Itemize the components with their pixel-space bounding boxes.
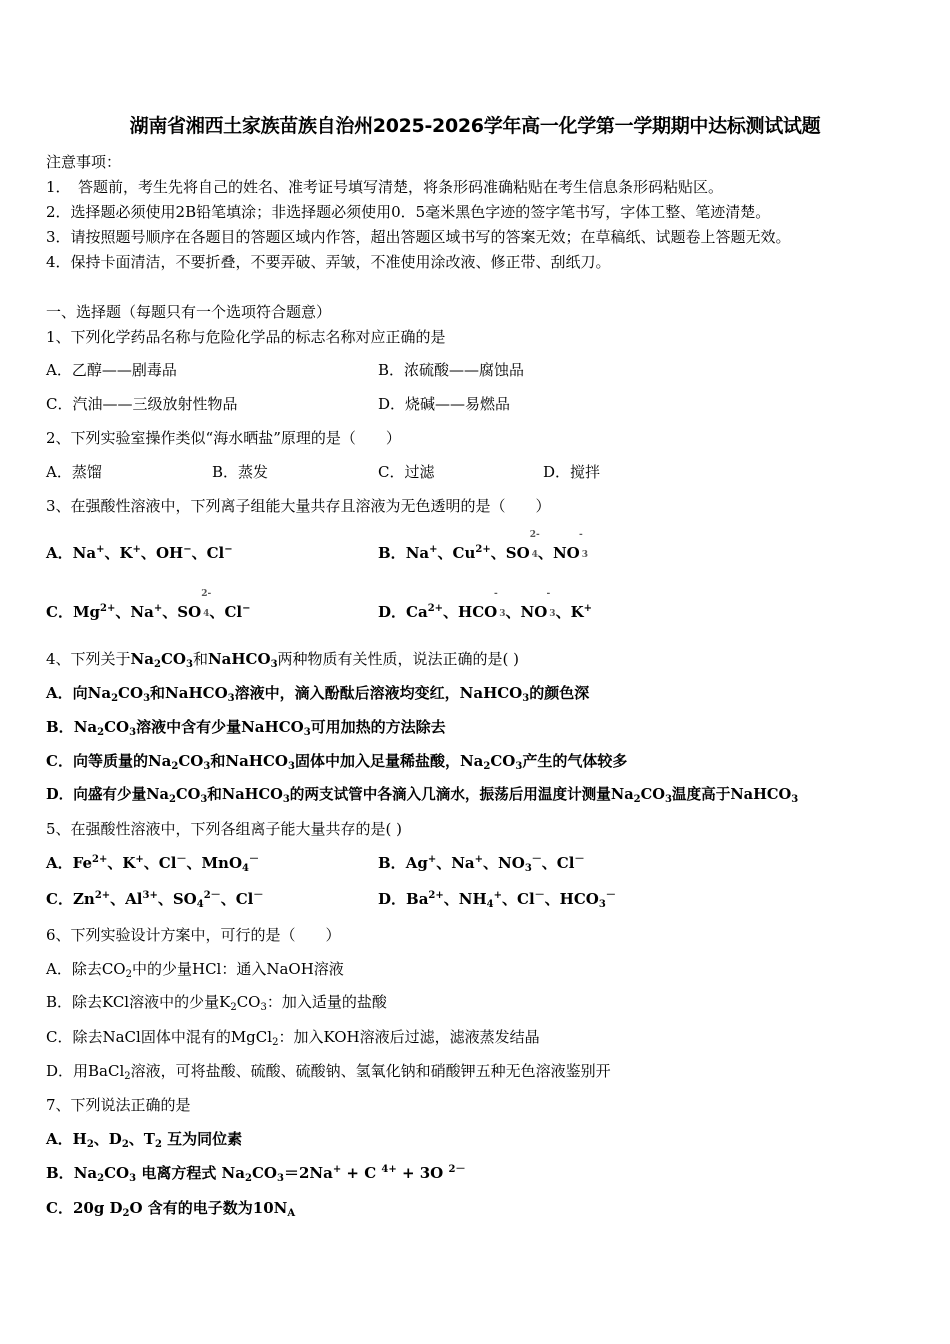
q6-option-d[interactable]: D．用BaCl$_2$溶液，可将盐酸、硫酸、硫酸钠、氢氧化钠和硝酸钾五种无色溶液鉴别开 — [46, 1062, 611, 1082]
notice-item: 1． 答题前，考生先将自己的姓名、准考证号填写清楚，将条形码准确粘贴在考生信息条形码粘贴区。 — [46, 178, 724, 196]
q5-option-a[interactable]: A．$Fe^{2+}$、K+、Cl－、MnO$_4$－ — [46, 854, 259, 874]
notice-item: 2．选择题必须使用2B铅笔填涂；非选择题必须使用0．5毫米黑色字迹的签字笔书写，字体工整、笔迹清楚。 — [46, 203, 771, 221]
q2-option-c[interactable]: C．过滤 — [378, 463, 435, 481]
q5-option-d[interactable]: D．$Ba^{2+}$、$NH_4^+$、Cl－、$HCO_3^-$ — [378, 890, 616, 910]
question-7-stem: 7、下列说法正确的是 — [46, 1096, 191, 1114]
q4-option-b[interactable]: B．$Na_2CO_3$溶液中含有少量NaHCO$_3$可用加热的方法除去 — [46, 718, 446, 738]
page-title: 湖南省湘西土家族苗族自治州2025-2026学年高一化学第一学期期中达标测试试题 — [129, 115, 821, 137]
q7-option-b[interactable]: B．$Na_2CO_3$ 电离方程式 $Na_2CO_3=2Na^+ + C$ $^{4+}$ + 3O $^{2-}$ — [46, 1164, 466, 1184]
question-1-stem: 1、下列化学药品名称与危险化学品的标志名称对应正确的是 — [46, 328, 446, 346]
q6-option-a[interactable]: A．除去$CO_2$中的少量HCl：通入NaOH溶液 — [46, 960, 344, 980]
question-3-stem: 3、在强酸性溶液中，下列离子组能大量共存且溶液为无色透明的是（ ） — [46, 497, 551, 515]
q3-option-a[interactable]: A．Na+、K+、OH−、Cl− — [46, 544, 233, 562]
q1-option-d[interactable]: D．烧碱——易燃品 — [378, 395, 511, 413]
q2-option-d[interactable]: D．搅拌 — [543, 463, 601, 481]
section-heading: 一、选择题（每题只有一个选项符合题意） — [46, 303, 332, 321]
q2-option-b[interactable]: B．蒸发 — [212, 463, 269, 481]
q4-option-d[interactable]: D．向盛有少量$Na_2CO_3$和NaHCO$_3$的两支试管中各滴入几滴水，振荡后用温度计测量$Na_2CO_3$温度高于NaHCO$_3$ — [46, 786, 799, 805]
q4-option-c[interactable]: C．向等质量的$Na_2CO_3$和NaHCO$_3$固体中加入足量稀盐酸，$Na_2CO_3$产生的气体较多 — [46, 752, 628, 772]
q2-option-a[interactable]: A．蒸馏 — [46, 463, 102, 481]
q7-option-c[interactable]: C．20g $D_2O$ 含有的电子数为$10N_A$ — [46, 1199, 296, 1219]
q3-option-c[interactable]: C．$Mg^{2+}$、Na+、SO 2- 4、Cl− — [46, 589, 251, 621]
q6-option-b[interactable]: B．除去KCl溶液中的少量$K_2CO_3$：加入适量的盐酸 — [46, 993, 387, 1013]
q5-option-b[interactable]: B．Ag+、Na+、$NO_3^-$、Cl－ — [378, 854, 585, 874]
q1-option-a[interactable]: A．乙醇——剧毒品 — [46, 361, 177, 379]
question-6-stem: 6、下列实验设计方案中，可行的是（ ） — [46, 926, 341, 944]
question-5-stem: 5、在强酸性溶液中，下列各组离子能大量共存的是( ) — [46, 820, 403, 838]
notice-item: 3．请按照题号顺序在各题目的答题区域内作答，超出答题区域书写的答案无效；在草稿纸、试题卷上答题无效。 — [46, 228, 791, 246]
question-4-stem: 4、下列关于$Na_2CO_3$和NaHCO$_3$两种物质有关性质，说法正确的是( ) — [46, 650, 520, 670]
q5-option-c[interactable]: C．$Zn^{2+}$、$Al^{3+}$、$SO_4^{2-}$、Cl－ — [46, 890, 264, 910]
q4-option-a[interactable]: A．向$Na_2CO_3$和NaHCO$_3$溶液中，滴入酚酞后溶液均变红，NaHCO$_3$的颜色深 — [46, 684, 590, 704]
q7-option-a[interactable]: A．$H_2$、$D_2$、$T_2$ 互为同位素 — [46, 1130, 243, 1150]
question-2-stem: 2、下列实验室操作类似“海水晒盐”原理的是（ ） — [46, 429, 401, 447]
notice-item: 4．保持卡面清洁，不要折叠，不要弄破、弄皱，不准使用涂改液、修正带、刮纸刀。 — [46, 253, 611, 271]
q3-option-d[interactable]: D．$Ca^{2+}$、HCO - 3、NO - 3、K+ — [378, 589, 593, 621]
notice-heading: 注意事项： — [46, 153, 122, 171]
q1-option-b[interactable]: B．浓硫酸——腐蚀品 — [378, 361, 525, 379]
q3-option-b[interactable]: B．Na+、$Cu^{2+}$、SO 2- 4、NO - 3 — [378, 530, 588, 562]
q1-option-c[interactable]: C．汽油——三级放射性物品 — [46, 395, 238, 413]
q6-option-c[interactable]: C．除去NaCl固体中混有的MgCl$_2$：加入KOH溶液后过滤，滤液蒸发结晶 — [46, 1028, 540, 1048]
